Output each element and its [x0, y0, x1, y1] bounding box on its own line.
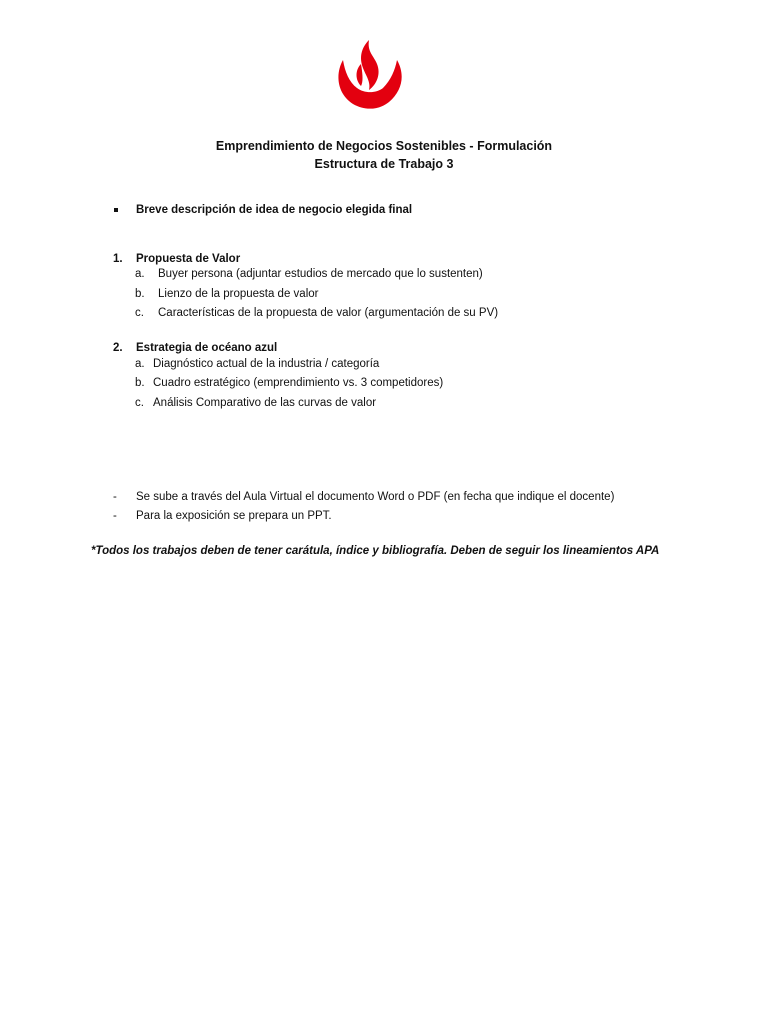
upc-flame-logo-icon: [333, 38, 407, 112]
section-title: Estrategia de océano azul: [136, 342, 278, 354]
list-item: Lienzo de la propuesta de valor: [158, 288, 319, 300]
section-title: Propuesta de Valor: [136, 253, 241, 265]
list-item: Diagnóstico actual de la industria / categoría: [153, 358, 380, 370]
list-item: Cuadro estratégico (emprendimiento vs. 3 competidores): [153, 377, 444, 389]
document-title: Emprendimiento de Negocios Sostenibles - Formulación: [215, 139, 553, 153]
item-letter: b.: [135, 288, 145, 300]
intro-item: Breve descripción de idea de negocio elegida final: [136, 204, 413, 216]
item-letter: c.: [135, 307, 144, 319]
square-bullet-icon: [114, 208, 118, 212]
list-item: Análisis Comparativo de las curvas de valor: [153, 397, 377, 409]
item-letter: a.: [135, 268, 145, 280]
dash-bullet: -: [113, 491, 117, 503]
note-item: Para la exposición se prepara un PPT.: [136, 510, 332, 522]
note-item: Se sube a través del Aula Virtual el documento Word o PDF (en fecha que indique el docente): [136, 491, 615, 503]
item-letter: a.: [135, 358, 145, 370]
list-item: Características de la propuesta de valor (argumentación de su PV): [158, 307, 499, 319]
section-number: 2.: [113, 342, 123, 354]
item-letter: c.: [135, 397, 144, 409]
document-subtitle: Estructura de Trabajo 3: [314, 157, 454, 171]
dash-bullet: -: [113, 510, 117, 522]
section-number: 1.: [113, 253, 123, 265]
footer-note: *Todos los trabajos deben de tener carátula, índice y bibliografía. Deben de seguir los lineamientos APA: [91, 545, 660, 557]
list-item: Buyer persona (adjuntar estudios de mercado que lo sustenten): [158, 268, 483, 280]
item-letter: b.: [135, 377, 145, 389]
